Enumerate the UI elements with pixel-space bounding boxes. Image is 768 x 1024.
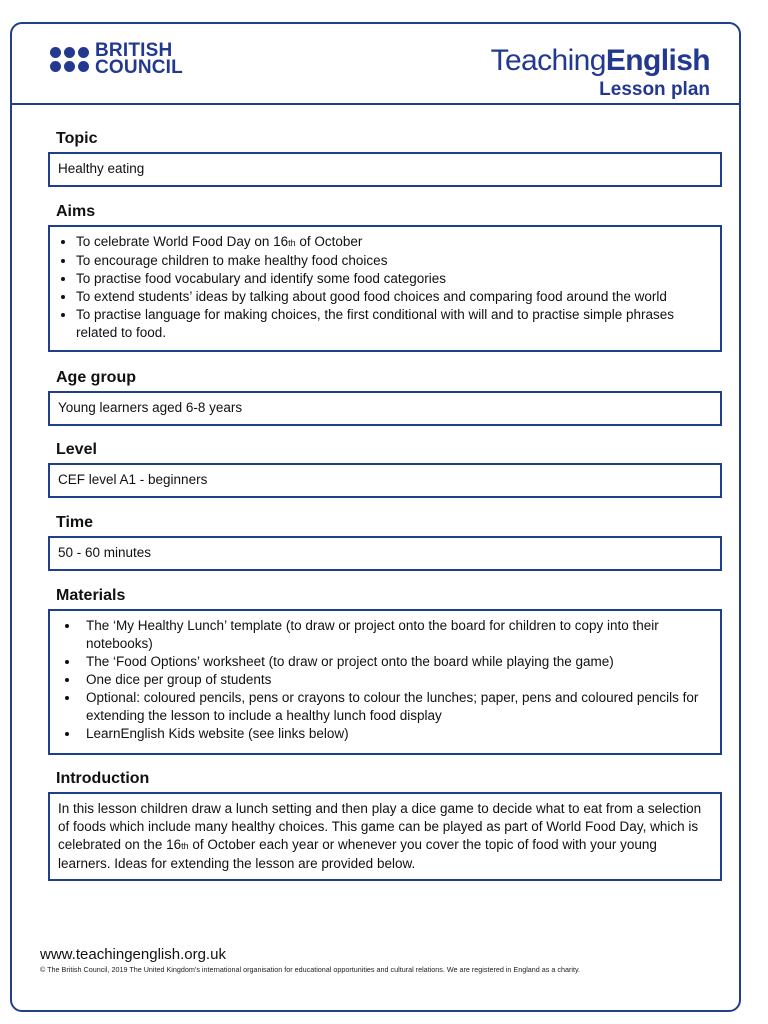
materials-item: • LearnEnglish Kids website (see links below) bbox=[80, 725, 712, 743]
materials-box bbox=[48, 609, 722, 755]
materials-item: • One dice per group of students bbox=[80, 671, 712, 689]
aims-box bbox=[48, 225, 722, 352]
header-divider bbox=[10, 103, 741, 105]
footer-copyright: © The British Council, 2019 The United Kingdom’s international organisation for educational opportunities and cultural relations. We are registered in England as a charity. bbox=[40, 965, 581, 974]
age-group-section bbox=[48, 369, 722, 426]
aims-item: • To celebrate World Food Day on 16th of October bbox=[76, 233, 712, 252]
aims-item: • To encourage children to make healthy food choices bbox=[76, 252, 712, 270]
level-box bbox=[48, 463, 722, 498]
logo-line-2: COUNCIL bbox=[95, 57, 183, 78]
teaching-english-brand bbox=[491, 45, 710, 101]
introduction-heading: Introduction bbox=[56, 770, 150, 787]
age-group-box bbox=[48, 391, 722, 426]
level-section bbox=[48, 441, 722, 498]
age-group-heading: Age group bbox=[56, 369, 136, 386]
introduction-text-post: of October each year or whenever you cover the topic of food with your young learners. Ideas for extending the lesson are provided below. bbox=[58, 837, 657, 871]
topic-value: Healthy eating bbox=[58, 161, 145, 176]
aims-section bbox=[48, 203, 722, 352]
footer-url[interactable]: www.teachingenglish.org.uk bbox=[40, 946, 226, 963]
level-value: CEF level A1 - beginners bbox=[58, 472, 208, 487]
brand-light: Teaching bbox=[490, 44, 606, 77]
brand-bold: English bbox=[605, 44, 710, 77]
materials-item: • Optional: coloured pencils, pens or crayons to colour the lunches; paper, pens and coloured pencils for extending the lesson to include a healthy lunch food display bbox=[80, 689, 712, 725]
materials-section bbox=[48, 587, 722, 755]
materials-heading: Materials bbox=[56, 587, 126, 604]
topic-box bbox=[48, 152, 722, 187]
aims-item: • To practise language for making choices, the first conditional with will and to practise simple phrases related to food. bbox=[76, 306, 712, 342]
topic-section bbox=[48, 130, 722, 187]
time-box bbox=[48, 536, 722, 571]
british-council-dots-icon bbox=[50, 47, 89, 72]
time-value: 50 - 60 minutes bbox=[58, 545, 152, 560]
introduction-text-pre: In this lesson children draw a lunch setting and then play a dice game to decide what to eat from a selection of foods which include many healthy choices. This game can be played as part of World Food Day, which is celebrated on the 16 bbox=[58, 801, 702, 852]
introduction-box bbox=[48, 792, 722, 881]
aims-heading: Aims bbox=[56, 203, 96, 220]
british-council-logo bbox=[50, 42, 183, 76]
logo-line-1: BRITISH bbox=[95, 40, 173, 61]
aims-item: • To practise food vocabulary and identify some food categories bbox=[76, 270, 712, 288]
level-heading: Level bbox=[56, 441, 97, 458]
introduction-text-sup: th bbox=[181, 841, 189, 851]
materials-item: • The ‘Food Options’ worksheet (to draw or project onto the board while playing the game) bbox=[80, 653, 712, 671]
introduction-section bbox=[48, 770, 722, 881]
doc-type: Lesson plan bbox=[599, 79, 710, 100]
age-group-value: Young learners aged 6-8 years bbox=[58, 400, 243, 415]
time-heading: Time bbox=[56, 514, 94, 531]
time-section bbox=[48, 514, 722, 571]
materials-item: • The ‘My Healthy Lunch’ template (to draw or project onto the board for children to copy into their notebooks) bbox=[80, 617, 712, 653]
aims-item: • To extend students’ ideas by talking about good food choices and comparing food around the world bbox=[76, 288, 712, 306]
topic-heading: Topic bbox=[56, 130, 98, 147]
